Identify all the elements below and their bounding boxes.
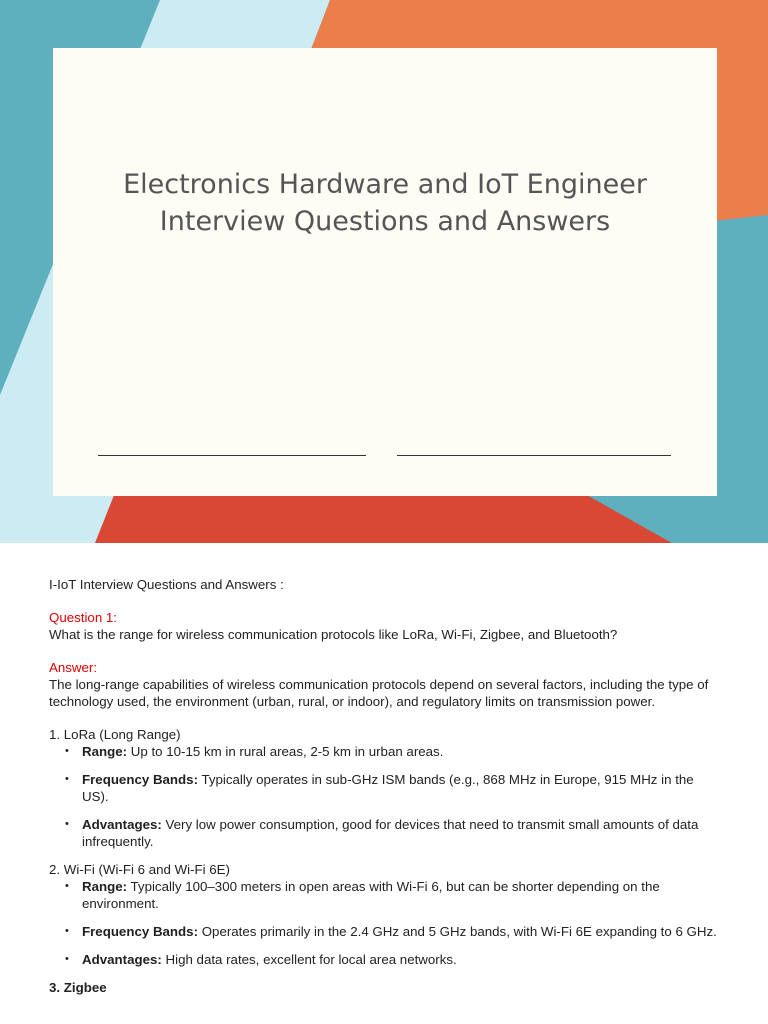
answer-text: The long-range capabilities of wireless communication protocols depend on several factors, including the type of technology used, the environment (urban, rural, or indoor), and regulatory limits on transmission power. [49,677,709,709]
section-zigbee [49,979,719,996]
item-label: Range: [82,744,128,759]
item-text: Typically 100–300 meters in open areas with Wi-Fi 6, but can be shorter depending on the environment. [82,879,660,911]
title-card [53,48,717,496]
item-label: Advantages: [82,817,162,832]
signature-line-right [397,455,671,456]
list-item [82,878,719,912]
item-text: Operates primarily in the 2.4 GHz and 5 GHz bands, with Wi-Fi 6E expanding to 6 GHz. [198,924,717,939]
list-item [82,951,719,968]
section-wifi [49,861,719,968]
list-item [82,923,719,940]
section-title: 2. Wi-Fi (Wi-Fi 6 and Wi-Fi 6E) [49,862,230,877]
item-text: Up to 10-15 km in rural areas, 2-5 km in urban areas. [127,744,444,759]
list-item [82,771,719,805]
item-label: Range: [82,879,128,894]
item-label: Frequency Bands: [82,772,199,787]
question-label: Question 1: [49,610,118,625]
bullet-list [49,878,719,968]
cover-title-line1: Electronics Hardware and IoT Engineer [123,169,647,200]
section-title: 1. LoRa (Long Range) [49,727,181,742]
section-title: 3. Zigbee [49,980,107,995]
answer-label: Answer: [49,660,98,675]
item-label: Frequency Bands: [82,924,199,939]
bullet-list [49,743,719,850]
question-text: What is the range for wireless communication protocols like LoRa, Wi-Fi, Zigbee, and Bluetooth? [49,627,618,642]
list-item [82,743,719,760]
signature-line-left [98,455,366,456]
list-item [82,816,719,850]
section-lora [49,726,719,850]
doc-heading: I-IoT Interview Questions and Answers : [49,577,284,592]
cover-title-line2: Interview Questions and Answers [159,206,611,237]
cover-title [53,166,717,240]
item-text: High data rates, excellent for local area networks. [161,952,457,967]
item-label: Advantages: [82,952,162,967]
document-body [49,576,719,996]
item-text: Very low power consumption, good for devices that need to transmit small amounts of data infrequently. [82,817,699,849]
item-text: Typically operates in sub-GHz ISM bands (e.g., 868 MHz in Europe, 915 MHz in the US). [82,772,694,804]
